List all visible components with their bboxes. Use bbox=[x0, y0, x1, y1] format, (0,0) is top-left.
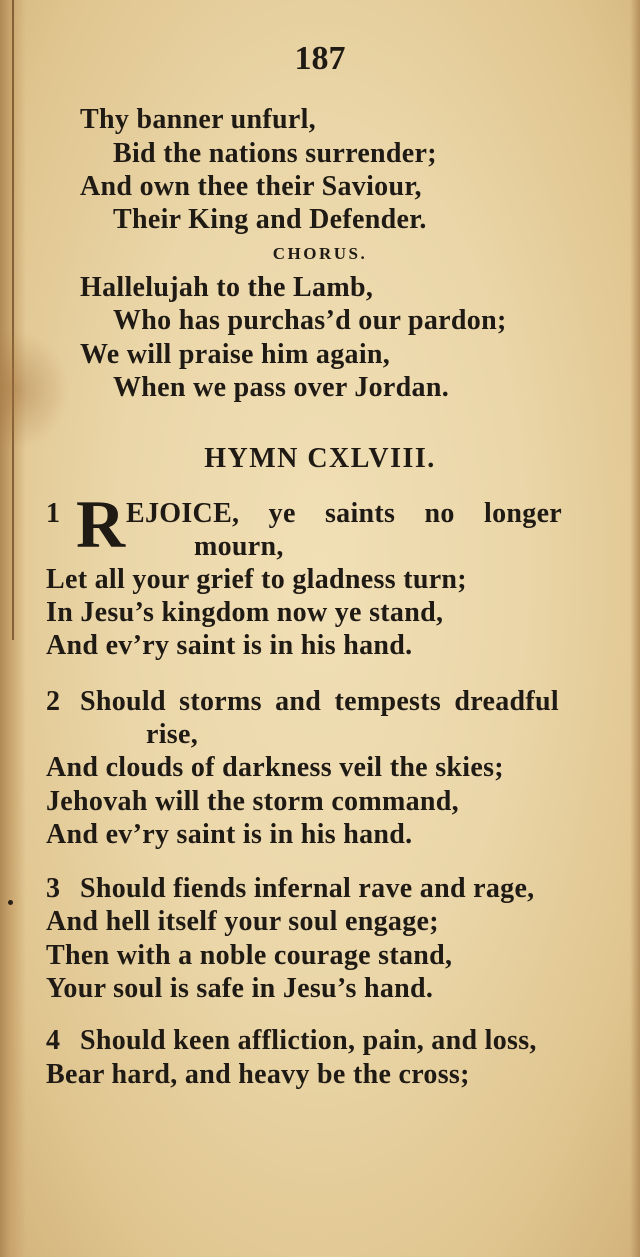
verse-line: And ev’ry saint is in his hand. bbox=[46, 819, 413, 850]
verse-line: Your soul is safe in Jesu’s hand. bbox=[46, 973, 434, 1004]
verse-line: And ev’ry saint is in his hand. bbox=[46, 630, 413, 661]
drop-cap: R bbox=[76, 486, 126, 562]
chorus-heading: CHORUS. bbox=[272, 244, 368, 263]
chorus-line: Hallelujah to the Lamb, bbox=[80, 272, 374, 303]
paper-stain bbox=[0, 330, 70, 450]
spine-binding-line bbox=[12, 0, 14, 640]
verse-number: 2 bbox=[46, 686, 60, 717]
stanza-line: Their King and Defender. bbox=[113, 204, 427, 235]
verse-continuation: mourn, bbox=[194, 531, 284, 562]
verse-number: 3 bbox=[46, 873, 60, 904]
verse-first-line: EJOICE, ye saints no longer bbox=[126, 498, 563, 529]
chorus-line: When we pass over Jordan. bbox=[113, 372, 450, 403]
verse-line: Jehovah will the storm command, bbox=[46, 786, 459, 817]
verse-first-line: Should storms and tempests dreadful bbox=[80, 686, 559, 717]
stanza-line: And own thee their Saviour, bbox=[80, 171, 422, 202]
verse-line: Then with a noble courage stand, bbox=[46, 940, 453, 971]
verse-line: And clouds of darkness veil the skies; bbox=[46, 752, 504, 783]
verse-continuation: rise, bbox=[146, 719, 199, 750]
verse-first-line: Should keen affliction, pain, and loss, bbox=[80, 1025, 537, 1056]
chorus-line: We will praise him again, bbox=[80, 339, 391, 370]
stanza-line: Bid the nations surrender; bbox=[113, 138, 437, 169]
hymn-title: HYMN CXLVIII. bbox=[204, 443, 436, 474]
page-number: 187 bbox=[294, 40, 346, 77]
chorus-line: Who has purchas’d our pardon; bbox=[113, 305, 507, 336]
verse-line: In Jesu’s kingdom now ye stand, bbox=[46, 597, 444, 628]
verse-line: And hell itself your soul engage; bbox=[46, 906, 439, 937]
verse-line: Bear hard, and heavy be the cross; bbox=[46, 1059, 470, 1090]
page-edge-shadow bbox=[630, 0, 640, 1257]
verse-number: 1 bbox=[46, 498, 60, 529]
stanza-line: Thy banner unfurl, bbox=[80, 104, 316, 135]
verse-line: Let all your grief to gladness turn; bbox=[46, 564, 467, 595]
verse-number: 4 bbox=[46, 1025, 60, 1056]
ink-speck bbox=[8, 900, 13, 905]
verse-first-line: Should fiends infernal rave and rage, bbox=[80, 873, 535, 904]
